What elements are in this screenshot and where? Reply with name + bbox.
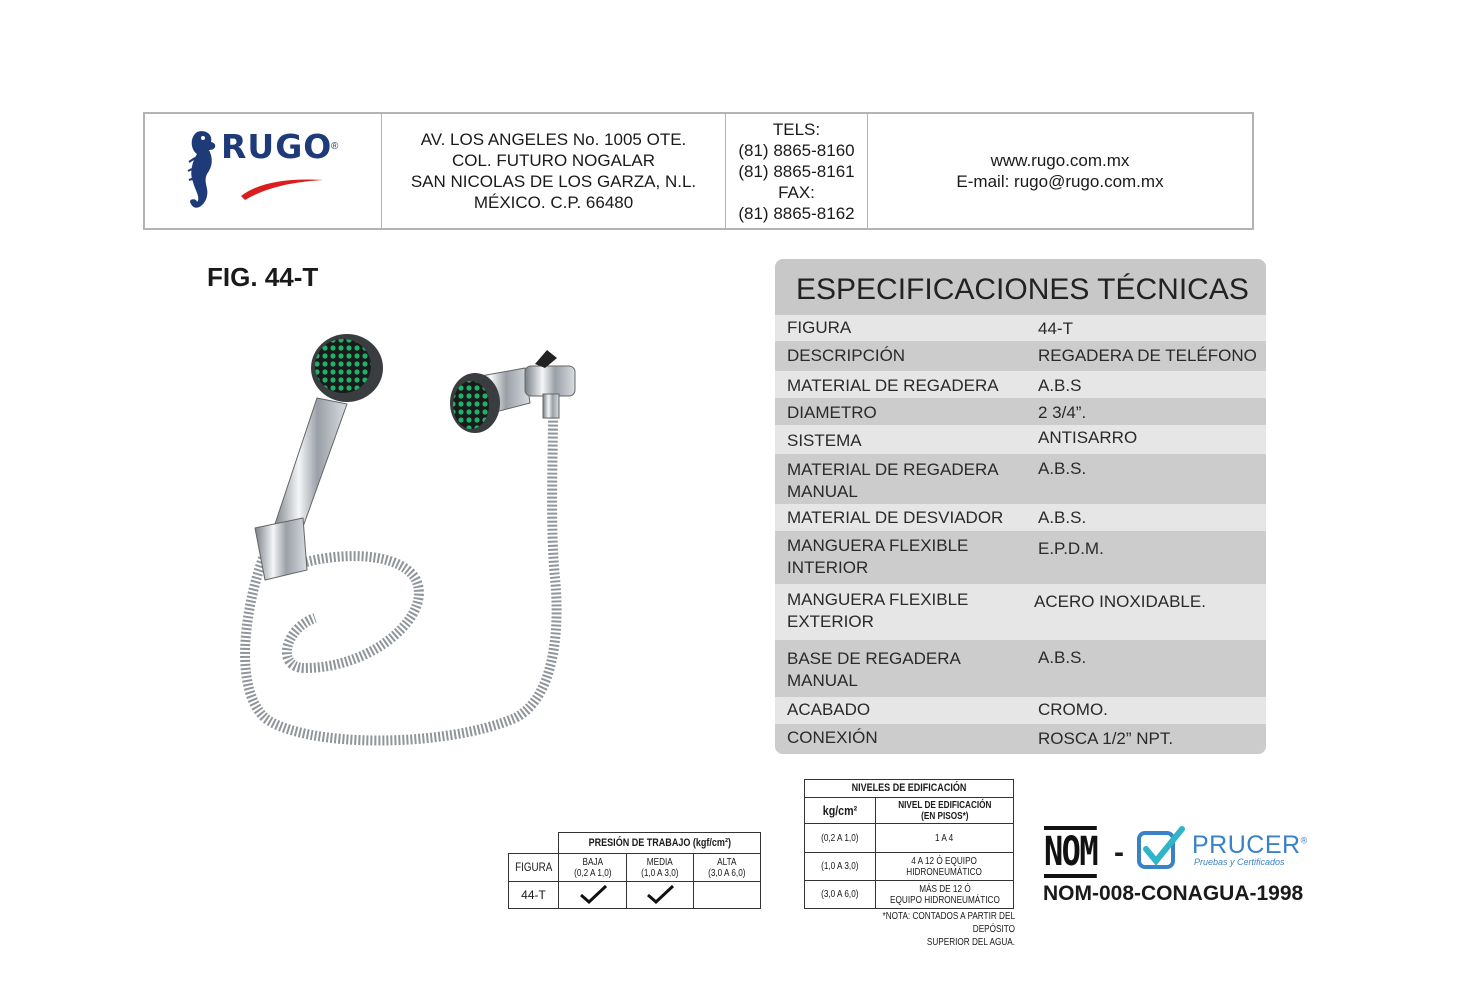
pressure-figure: 44-T bbox=[521, 887, 546, 902]
spec-value: CROMO. bbox=[1038, 700, 1108, 719]
spec-label: MATERIAL DE REGADERA MANUAL bbox=[787, 460, 998, 501]
levels-title: NIVELES DE EDIFICACIÓN bbox=[851, 782, 967, 794]
note-line: *NOTA: CONTADOS A PARTIR DEL DEPÓSITO bbox=[882, 911, 1015, 935]
spec-row bbox=[775, 584, 1266, 640]
nom-code: NOM-008-CONAGUA-1998 bbox=[1043, 882, 1304, 905]
pressure-title: PRESIÓN DE TRABAJO (kgf/cm²) bbox=[588, 836, 731, 849]
spec-label: MATERIAL DE DESVIADOR bbox=[787, 508, 1004, 527]
spec-value: ACERO INOXIDABLE. bbox=[1034, 592, 1206, 611]
spec-row bbox=[775, 697, 1266, 724]
company-header bbox=[143, 112, 1254, 230]
levels-col-header: NIVEL DE EDIFICACIÓN bbox=[897, 799, 992, 811]
levels-col-unit: kg/cm² bbox=[822, 803, 858, 818]
spec-row bbox=[775, 504, 1266, 531]
brand-registered-mark: ® bbox=[331, 141, 339, 152]
specs-title: ESPECIFICACIONES TÉCNICAS bbox=[796, 273, 1249, 306]
levels-floors: MÁS DE 12 Ó bbox=[918, 883, 971, 895]
spec-label: MANGUERA FLEXIBLE EXTERIOR bbox=[787, 590, 969, 631]
spec-row bbox=[775, 398, 1266, 425]
spec-row bbox=[775, 425, 1266, 454]
spec-label: FIGURA bbox=[787, 318, 852, 337]
address-block bbox=[382, 114, 726, 228]
nom-logo: NOM bbox=[1044, 826, 1097, 878]
spec-label: DESCRIPCIÓN bbox=[787, 346, 906, 365]
spec-row bbox=[775, 531, 1266, 584]
phone-line: (81) 8865-8161 bbox=[738, 161, 855, 181]
logo-cell bbox=[145, 114, 382, 228]
phone-line: (81) 8865-8162 bbox=[738, 203, 855, 223]
check-mark-icon bbox=[645, 884, 675, 904]
levels-floors: 4 A 12 Ó EQUIPO bbox=[911, 855, 978, 867]
spec-label: MATERIAL DE REGADERA bbox=[787, 376, 999, 395]
spec-label: SISTEMA bbox=[787, 431, 862, 450]
spec-value: A.B.S. bbox=[1038, 459, 1087, 478]
spec-row bbox=[775, 724, 1266, 754]
spec-row bbox=[775, 341, 1266, 371]
pressure-table bbox=[508, 832, 761, 909]
figure-title: FIG. 44-T bbox=[207, 262, 319, 292]
spec-label: MANGUERA FLEXIBLE INTERIOR bbox=[787, 536, 969, 577]
specs-panel bbox=[775, 259, 1266, 754]
levels-range: (0,2 A 1,0) bbox=[821, 832, 859, 844]
address-line: MÉXICO. C.P. 66480 bbox=[473, 193, 634, 212]
levels-floors: 1 A 4 bbox=[935, 832, 954, 844]
note-line: SUPERIOR DEL AGUA. bbox=[926, 937, 1015, 948]
spec-value: A.B.S. bbox=[1038, 648, 1087, 667]
prucer-check-icon bbox=[1136, 825, 1186, 873]
phone-line: (81) 8865-8160 bbox=[738, 140, 855, 160]
spec-value: A.B.S bbox=[1038, 376, 1082, 395]
pressure-col-range: (1,0 A 3,0) bbox=[641, 867, 679, 879]
brand-name: RUGO bbox=[221, 127, 333, 166]
spec-value: REGADERA DE TELÉFONO bbox=[1038, 346, 1257, 365]
levels-col-header: (EN PISOS*) bbox=[920, 810, 969, 822]
phone-block bbox=[726, 114, 868, 228]
levels-floors: EQUIPO HIDRONEUMÁTICO bbox=[889, 894, 1000, 906]
website-link[interactable]: www.rugo.com.mx bbox=[990, 151, 1130, 170]
email-link[interactable]: E-mail: rugo@rugo.com.mx bbox=[956, 172, 1164, 191]
pressure-col-range: (3,0 A 6,0) bbox=[708, 867, 746, 879]
spec-value: ROSCA 1/2” NPT. bbox=[1038, 729, 1174, 748]
brand-swoosh-icon bbox=[239, 174, 325, 200]
seahorse-logo-icon bbox=[183, 128, 219, 214]
address-line: COL. FUTURO NOGALAR bbox=[451, 151, 656, 170]
check-mark-icon bbox=[578, 884, 608, 904]
spec-row bbox=[775, 371, 1266, 398]
spec-label: CONEXIÓN bbox=[787, 728, 878, 747]
phone-line: FAX: bbox=[778, 182, 815, 202]
prucer-name: PRUCER® bbox=[1192, 831, 1308, 859]
prucer-registered-mark: ® bbox=[1300, 835, 1308, 846]
spec-value: 2 3/4”. bbox=[1038, 403, 1087, 422]
phone-line: TELS: bbox=[772, 119, 821, 139]
levels-range: (1,0 A 3,0) bbox=[821, 861, 859, 872]
pressure-col-name: MEDIA bbox=[647, 856, 673, 868]
spec-row bbox=[775, 640, 1266, 697]
building-levels-table bbox=[804, 779, 1014, 909]
spec-value: ANTISARRO bbox=[1038, 428, 1138, 447]
prucer-tagline: Pruebas y Certificados bbox=[1194, 857, 1285, 867]
figura-label: FIGURA bbox=[514, 860, 553, 874]
levels-floors: HIDRONEUMÁTICO bbox=[906, 866, 983, 878]
spec-value: A.B.S. bbox=[1038, 508, 1087, 527]
spec-value: E.P.D.M. bbox=[1038, 539, 1104, 558]
web-block bbox=[868, 114, 1252, 228]
spec-label: BASE DE REGADERA MANUAL bbox=[787, 649, 960, 690]
address-line: SAN NICOLAS DE LOS GARZA, N.L. bbox=[410, 172, 697, 191]
spec-row bbox=[775, 315, 1266, 341]
shower-product-photo bbox=[225, 328, 595, 748]
address-line: AV. LOS ANGELES No. 1005 OTE. bbox=[420, 130, 687, 149]
spec-label: ACABADO bbox=[787, 700, 871, 719]
pressure-col-name: ALTA bbox=[717, 856, 737, 868]
pressure-col-name: BAJA bbox=[582, 856, 603, 868]
spec-label: DIAMETRO bbox=[787, 403, 877, 422]
levels-note bbox=[804, 910, 1015, 949]
pressure-col-range: (0,2 A 1,0) bbox=[573, 867, 612, 879]
spec-value: 44-T bbox=[1038, 319, 1073, 338]
spec-row bbox=[775, 454, 1266, 504]
levels-range: (3,0 A 6,0) bbox=[821, 889, 859, 900]
cert-dash: - bbox=[1114, 836, 1124, 869]
